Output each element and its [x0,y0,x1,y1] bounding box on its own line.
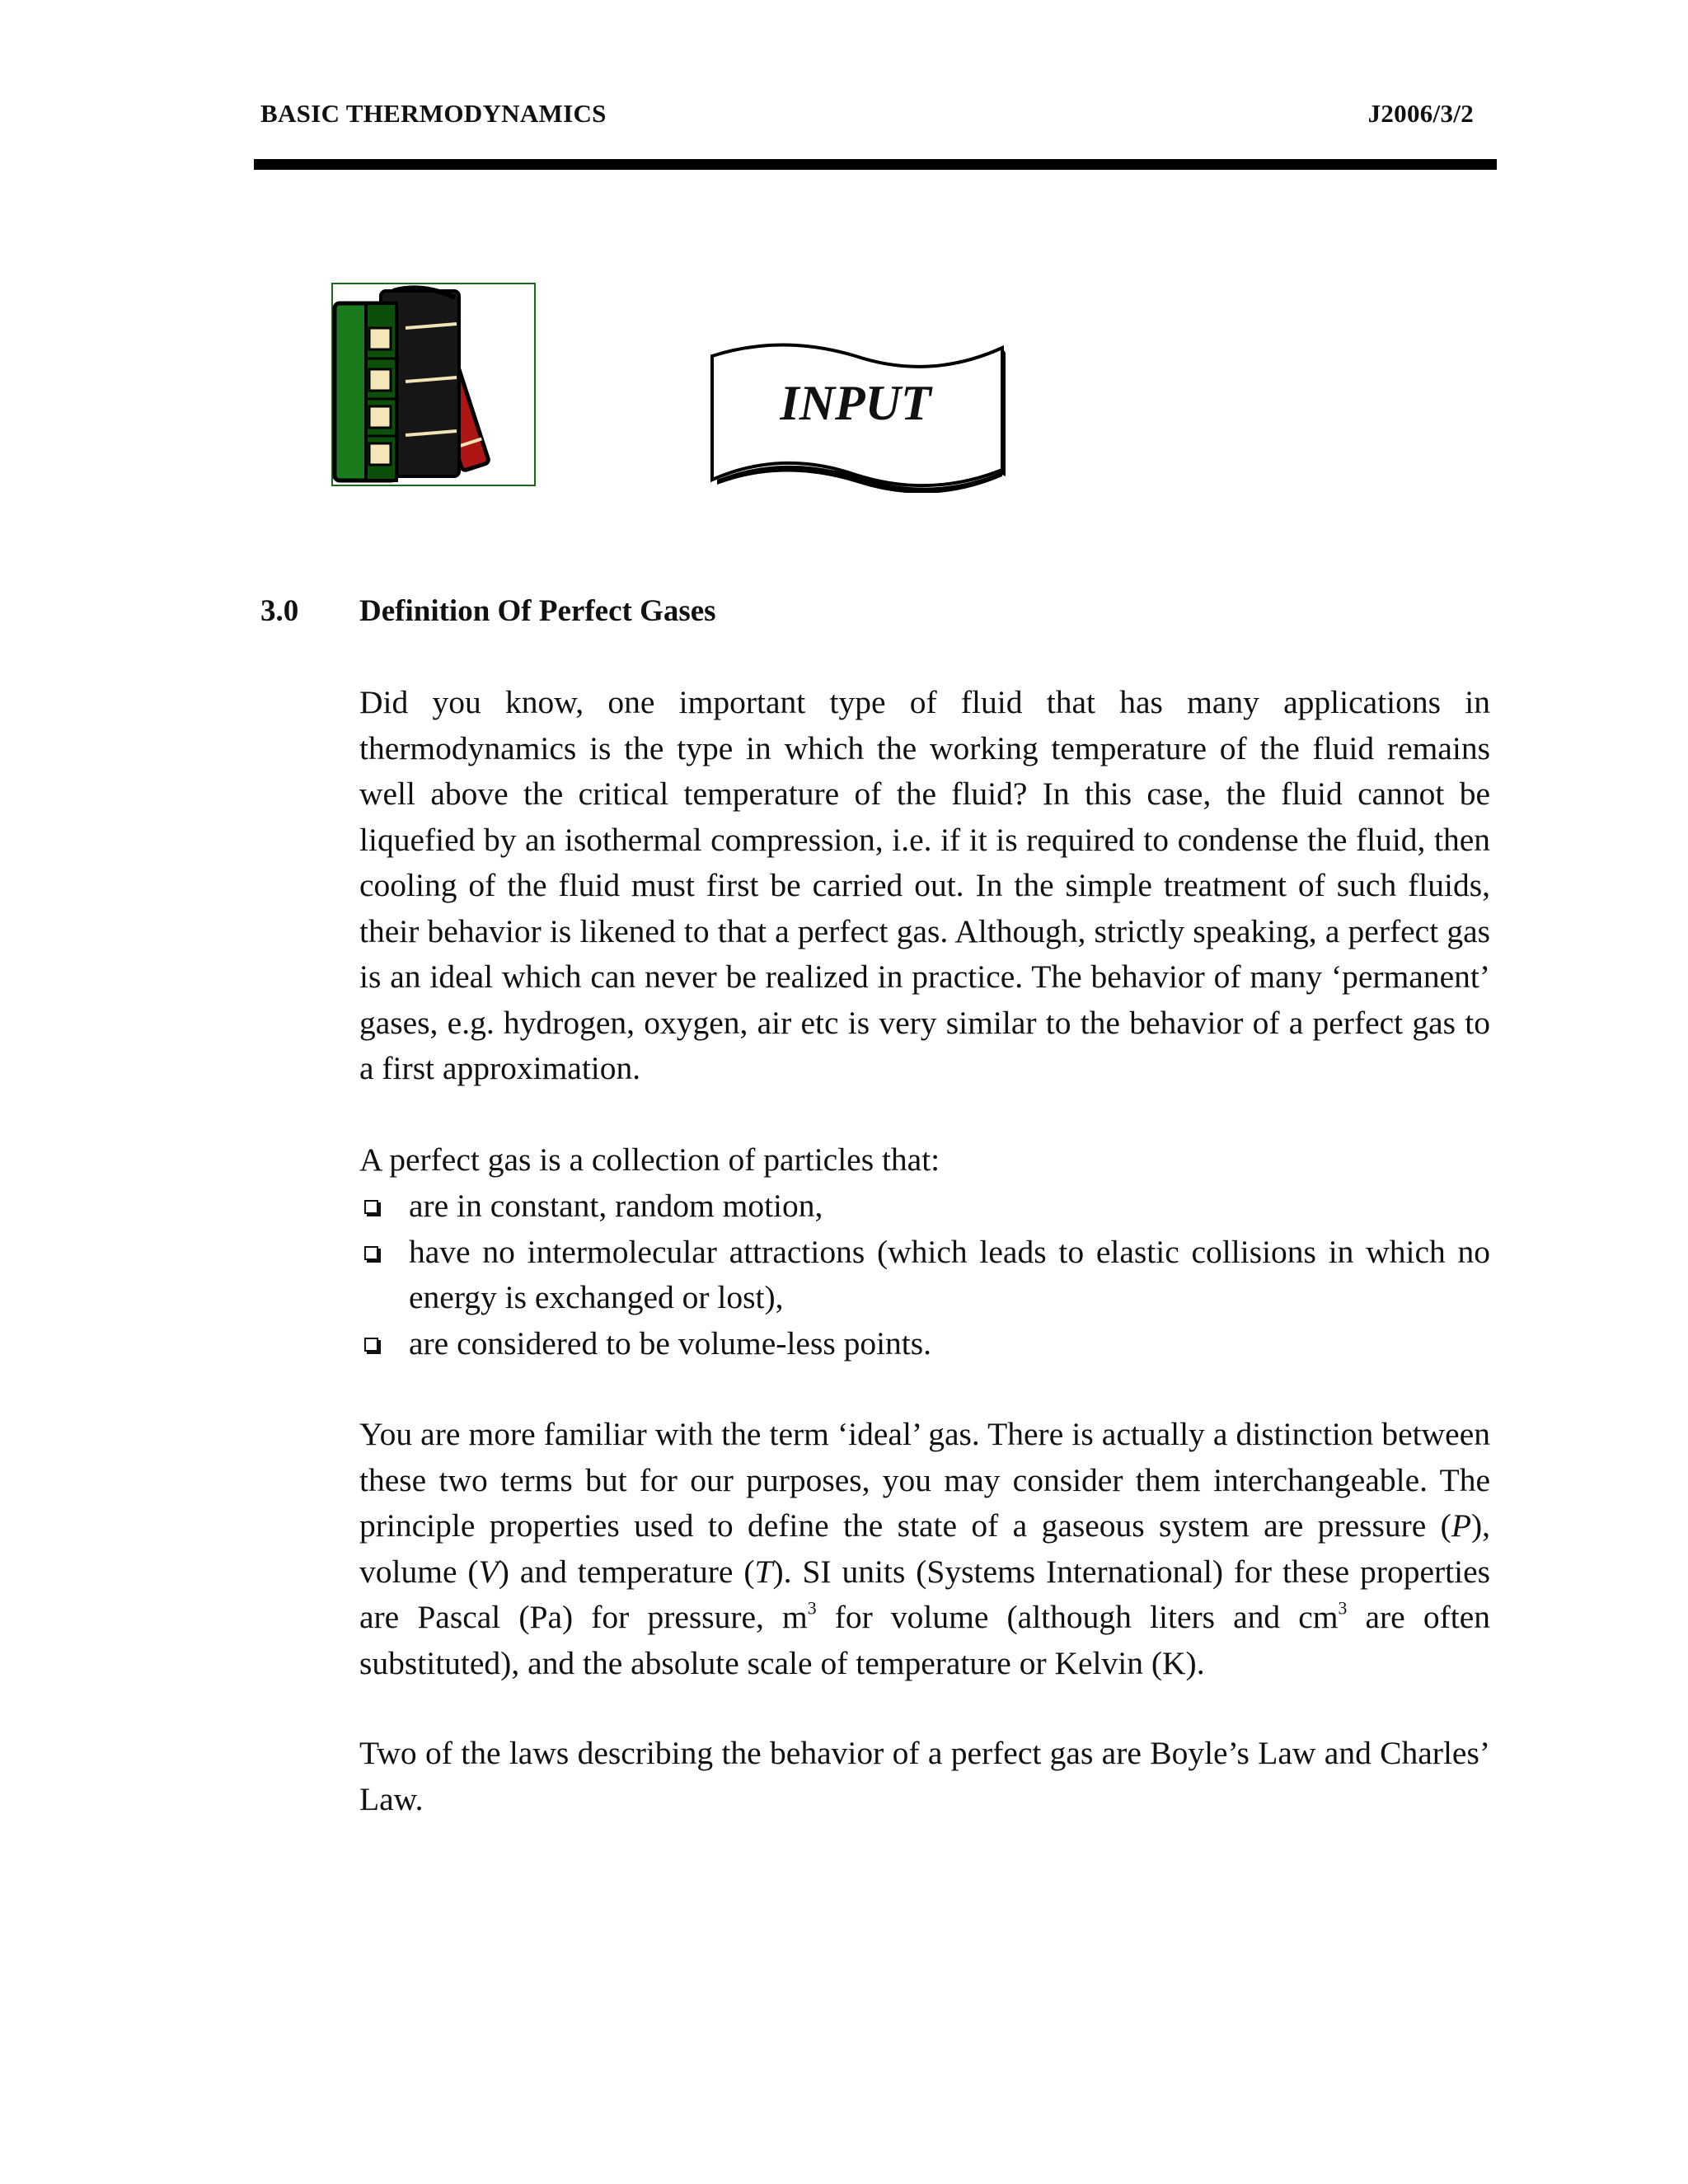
paragraph-text: Two of the laws describing the behavior of a perfect gas are Boyle’s Law and Charles’ Law. [359,1735,1490,1817]
section-title: Definition Of Perfect Gases [359,594,716,628]
list-item [359,1230,1490,1321]
checkbox-bullet-icon [364,1246,378,1260]
list-item [359,1183,1490,1230]
list-item-text: have no intermolecular attractions (which leads to elastic collisions in which no energy is exchanged or lost), [409,1233,1490,1315]
text-segment: are often substituted), and the absolute scale of temperature or Kelvin (K). [359,1599,1490,1681]
superscript: 3 [807,1598,817,1619]
text-segment: ), volume ( [359,1507,1490,1590]
text-segment: ) and temperature ( [498,1553,755,1590]
page-header [260,99,1474,129]
bullet-list [359,1183,1490,1366]
paragraph-text: Did you know, one important type of fluid that has many applications in thermodynamics is the type in which the working temperature of the fluid remains well above the critical temperature of the fluid? In this case, the fluid cannot be liquefied by an isothermal compression, i.e. if it is required to condense the fluid, then cooling of the fluid must first be carried out. In the simple treatment of such fluids, their behavior is likened to that a perfect gas. Although, strictly speaking, a perfect gas is an ideal which can never be realized in practice. The behavior of many ‘permanent’ gases, e.g. hydrogen, oxygen, air etc is very similar to the behavior of a perfect gas to a first approximation. [359,684,1490,1086]
paragraph-ideal-gas-properties [359,1412,1490,1686]
list-item [359,1321,1490,1367]
paragraph-gas-laws [359,1731,1490,1822]
pressure-symbol: P [1451,1507,1471,1544]
list-intro-text: A perfect gas is a collection of particles that: [359,1141,940,1178]
list-item-text: are in constant, random motion, [409,1188,823,1224]
superscript: 3 [1338,1598,1348,1619]
section-number: 3.0 [260,594,299,628]
checkbox-bullet-icon [364,1338,378,1352]
list-intro [359,1137,1490,1183]
temperature-symbol: T [754,1553,773,1590]
checkbox-bullet-icon [364,1200,378,1214]
header-page-code: J2006/3/2 [1367,99,1474,128]
header-course-title: BASIC THERMODYNAMICS [260,99,607,128]
books-icon [331,283,536,486]
paragraph-perfect-gas-intro [359,680,1490,1092]
banner-label: INPUT [780,376,931,430]
text-segment: ). SI units (Systems International) for these properties are Pascal (Pa) for pressure, m [359,1553,1490,1635]
text-segment: for volume (although liters and cm [816,1599,1339,1635]
list-item-text: are considered to be volume-less points. [409,1324,932,1361]
volume-symbol: V [478,1553,499,1590]
header-divider [254,159,1497,170]
text-segment: You are more familiar with the term ‘ideal’ gas. There is actually a distinction between these two terms but for our purposes, you may consider them interchangeable. The principle properties used to define the state of a gaseous system are pressure ( [359,1416,1490,1544]
paragraph-text [359,1412,1490,1686]
